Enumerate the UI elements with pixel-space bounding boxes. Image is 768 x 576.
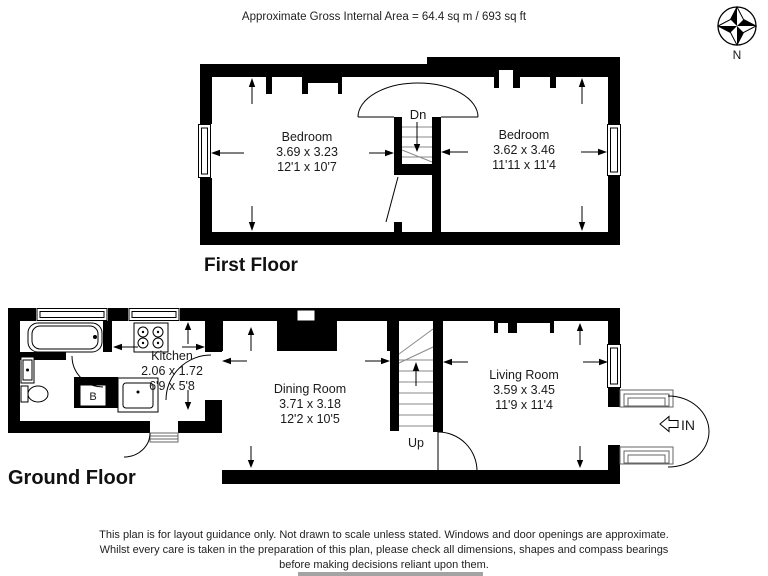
basin-icon xyxy=(21,357,34,383)
compass-icon xyxy=(710,2,766,62)
compass-north-label: N xyxy=(732,48,742,62)
room-dim-metric: 3.62 x 3.46 xyxy=(493,143,555,157)
bedroom-left-label xyxy=(276,130,338,174)
living-room-label xyxy=(489,368,558,412)
hob-icon xyxy=(134,323,168,352)
disclaimer-line-1: This plan is for layout guidance only. Not drawn to scale unless stated. Windows and door openings are approximate. xyxy=(99,529,669,541)
entrance-arrow-icon xyxy=(660,417,678,432)
boiler-icon xyxy=(80,385,106,406)
room-name: Bedroom xyxy=(498,128,550,142)
room-dim-imperial: 12'2 x 10'5 xyxy=(280,412,340,426)
room-dim-imperial: 11'9 x 11'4 xyxy=(495,398,553,412)
room-dim-metric: 2.06 x 1.72 xyxy=(141,364,203,378)
entrance-porch xyxy=(620,390,709,467)
boiler-label: B xyxy=(89,391,97,403)
room-name: Kitchen xyxy=(151,349,193,363)
room-dim-metric: 3.69 x 3.23 xyxy=(276,145,338,159)
room-dim-imperial: 12'1 x 10'7 xyxy=(277,160,337,174)
room-name: Dining Room xyxy=(273,382,347,396)
first-floor-plan xyxy=(195,52,635,250)
disclaimer-text xyxy=(0,528,768,573)
bottom-divider xyxy=(298,572,483,576)
first-floor-title: First Floor xyxy=(204,255,298,276)
bath-icon xyxy=(28,323,102,352)
toilet-icon xyxy=(21,386,48,402)
room-dim-imperial: 6'9 x 5'8 xyxy=(149,379,195,393)
room-name: Bedroom xyxy=(281,130,333,144)
dining-room-label xyxy=(274,382,346,426)
room-dim-metric: 3.59 x 3.45 xyxy=(493,383,555,397)
room-dim-metric: 3.71 x 3.18 xyxy=(279,397,341,411)
bedroom-right-label xyxy=(492,128,556,172)
disclaimer-line-3: before making decisions reliant upon them. xyxy=(279,559,489,571)
entrance-label: IN xyxy=(681,417,695,433)
stairs-down-label: Dn xyxy=(409,107,427,122)
room-name: Living Room xyxy=(489,368,559,382)
room-dim-imperial: 11'11 x 11'4 xyxy=(492,158,556,172)
stairs-up-label: Up xyxy=(408,436,424,450)
disclaimer-line-2: Whilst every care is taken in the preparation of this plan, please check all dimensions, shapes and compass bearings xyxy=(99,544,669,556)
gross-internal-area-text: Approximate Gross Internal Area = 64.4 sq m / 693 sq ft xyxy=(241,11,527,23)
ground-floor-title: Ground Floor xyxy=(8,467,136,489)
